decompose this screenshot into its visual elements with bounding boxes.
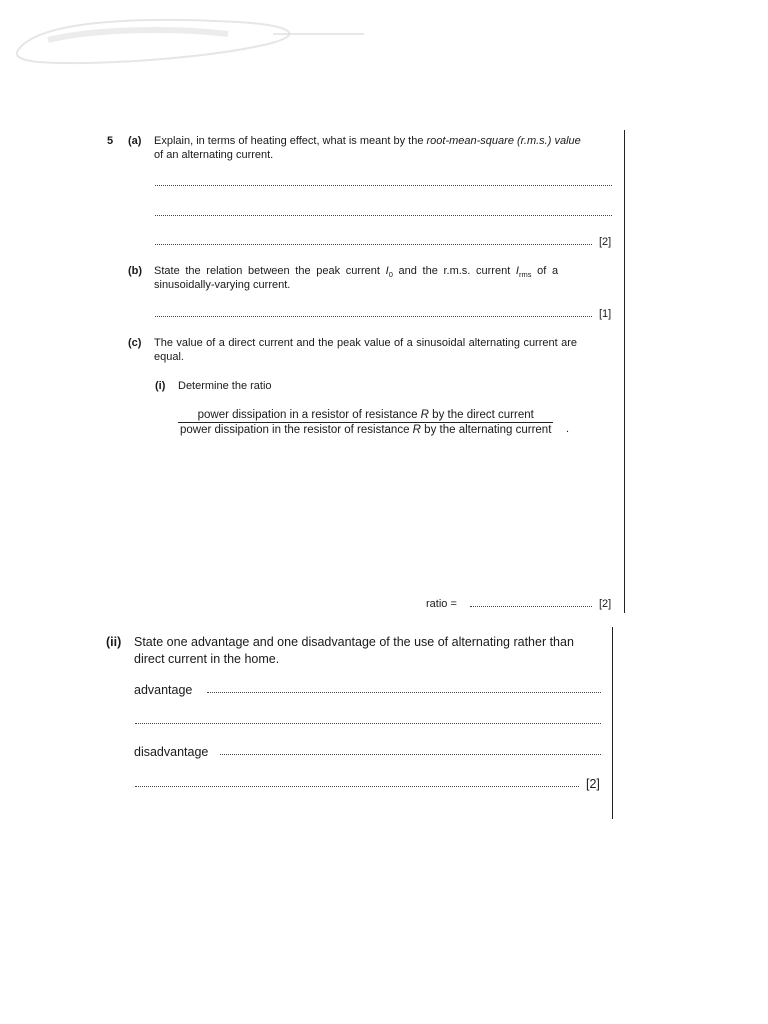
advantage-line-2[interactable] — [135, 723, 601, 724]
answer-line-a1[interactable] — [155, 185, 612, 186]
watermark-logo — [8, 10, 368, 72]
part-c-text-line1: The value of a direct current and the peak value of a sinusoidal alternating current are — [154, 337, 578, 349]
numerator-post: by the direct current — [428, 409, 534, 421]
fraction-denominator — [178, 422, 553, 437]
numerator-symbol: R — [420, 409, 429, 421]
denominator-pre: power dissipation in the resistor of resistance — [180, 424, 413, 436]
part-b-text-line2: sinusoidally-varying current. — [154, 279, 291, 291]
numerator-pre: power dissipation in a resistor of resistance — [197, 409, 421, 421]
part-b-marks: [1] — [599, 308, 612, 320]
ratio-answer-line[interactable] — [470, 606, 592, 607]
denominator-symbol: R — [412, 424, 421, 436]
part-b-label: (b) — [128, 265, 143, 277]
part-c-i-marks: [2] — [599, 598, 612, 610]
fraction-trailing-period: . — [566, 423, 570, 435]
part-c-label: (c) — [128, 337, 142, 349]
disadvantage-line-2[interactable] — [135, 786, 579, 787]
ratio-fraction — [178, 408, 553, 437]
part-c-ii-label: (ii) — [106, 635, 122, 649]
peak-current-subscript: 0 — [388, 270, 393, 279]
advantage-line-1[interactable] — [207, 692, 601, 693]
answer-line-a3[interactable] — [155, 244, 592, 245]
part-c-text-line2: equal. — [154, 351, 184, 363]
part-a-text-pre: Explain, in terms of heating effect, what is meant by the — [154, 135, 427, 147]
disadvantage-label: disadvantage — [134, 745, 209, 759]
part-c-ii-text-line1: State one advantage and one disadvantage of the use of alternating rather than — [134, 635, 574, 649]
part-b-text-post: of a — [531, 265, 559, 277]
disadvantage-line-1[interactable] — [220, 754, 601, 755]
peak-current-symbol: I — [385, 265, 389, 277]
rms-current-subscript: rms — [518, 270, 532, 279]
part-c-i-text: Determine the ratio — [178, 380, 272, 392]
margin-line-page2 — [612, 627, 613, 819]
answer-line-a2[interactable] — [155, 215, 612, 216]
margin-line-page1 — [624, 130, 625, 613]
denominator-post: by the alternating current — [420, 424, 552, 436]
part-a-text-line2: of an alternating current. — [154, 149, 274, 161]
question-number: 5 — [107, 135, 114, 147]
rms-current-symbol: I — [515, 265, 519, 277]
part-c-ii-marks: [2] — [586, 777, 600, 791]
part-c-i-label: (i) — [155, 380, 166, 392]
part-a-text-em: root-mean-square (r.m.s.) value — [426, 135, 581, 147]
part-b-text-mid: and the r.m.s. current — [392, 265, 516, 277]
answer-line-b[interactable] — [155, 316, 592, 317]
part-a-text-line1 — [154, 134, 581, 148]
part-c-ii-text-line2: direct current in the home. — [134, 652, 280, 666]
fraction-numerator — [178, 408, 553, 422]
advantage-label: advantage — [134, 683, 193, 697]
part-b-text-pre: State the relation between the peak current — [154, 265, 386, 277]
ratio-answer-label: ratio = — [426, 598, 457, 610]
part-a-marks: [2] — [599, 236, 612, 248]
part-a-label: (a) — [128, 135, 142, 147]
